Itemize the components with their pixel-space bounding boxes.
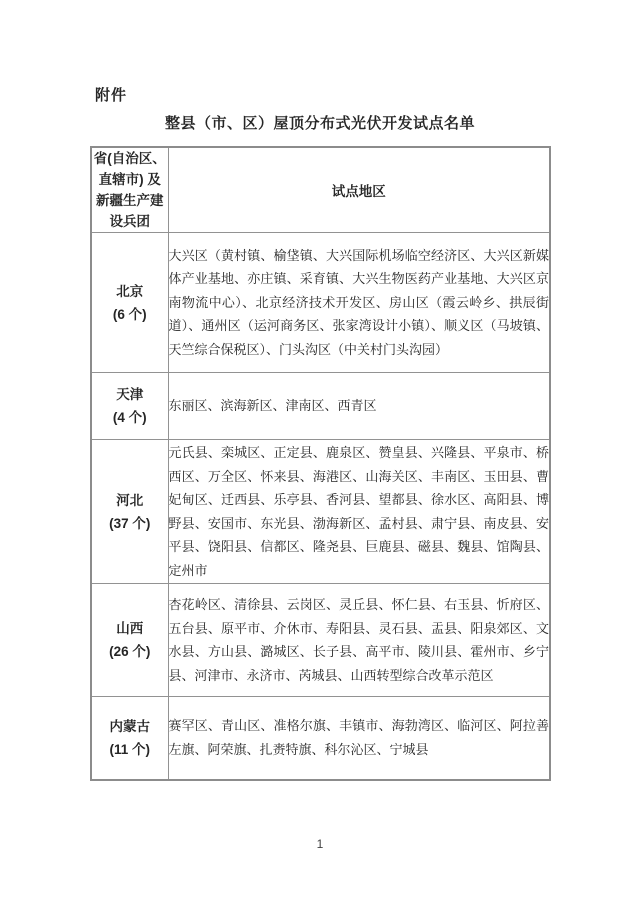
- table-row-beijing: [91, 233, 550, 373]
- table-row-neimenggu: [91, 697, 550, 780]
- province-name: 内蒙古: [109, 718, 150, 734]
- province-cell: [91, 584, 168, 697]
- header-province-line: 直辖市) 及: [98, 172, 161, 187]
- regions-cell: 赛罕区、青山区、准格尔旗、丰镇市、海勃湾区、临河区、阿拉善左旗、阿荣旗、扎赉特旗、科尔沁区、宁城县: [168, 697, 550, 780]
- table-row-tianjin: [91, 373, 550, 440]
- regions-cell: 杏花岭区、清徐县、云岗区、灵丘县、怀仁县、右玉县、忻府区、五台县、原平市、介休市、寿阳县、灵石县、盂县、阳泉郊区、文水县、方山县、潞城区、长子县、高平市、陵川县、霍州市、乡宁县、河津市、永济市、芮城县、山西转型综合改革示范区: [168, 584, 550, 697]
- regions-cell: 元氏县、栾城区、正定县、鹿泉区、赞皇县、兴隆县、平泉市、桥西区、万全区、怀来县、海港区、山海关区、丰南区、玉田县、曹妃甸区、迁西县、乐亭县、香河县、望都县、徐水区、高阳县、博野县、安国市、东光县、渤海新区、孟村县、肃宁县、南皮县、安平县、饶阳县、信都区、隆尧县、巨鹿县、磁县、魏县、馆陶县、定州市: [168, 440, 550, 584]
- table-header-row: [91, 147, 550, 233]
- page-title: 整县（市、区）屋顶分布式光伏开发试点名单: [164, 115, 475, 132]
- province-count: (4 个): [112, 410, 147, 425]
- province-cell: [91, 373, 168, 440]
- province-count: (26 个): [109, 644, 151, 659]
- header-province-line: 新疆生产建: [96, 193, 164, 208]
- header-province-line: 设兵团: [109, 214, 150, 229]
- header-province-line: 省(自治区、: [93, 151, 166, 166]
- province-name: 天津: [116, 387, 144, 402]
- header-region-cell: 试点地区: [168, 147, 550, 233]
- regions-cell: 大兴区（黄村镇、榆垡镇、大兴国际机场临空经济区、大兴区新媒体产业基地、亦庄镇、采育镇、大兴生物医药产业基地、大兴区京南物流中心）、北京经济技术开发区、房山区（霞云岭乡、拱辰街道）、通州区（运河商务区、张家湾设计小镇）、顺义区（马坡镇、天竺综合保税区）、门头沟区（中关村门头沟园）: [168, 233, 550, 373]
- page-number: 1: [316, 837, 324, 851]
- province-name: 北京: [116, 283, 144, 299]
- table-row-shanxi: [91, 584, 550, 697]
- province-count: (6 个): [112, 306, 147, 322]
- province-cell: [91, 697, 168, 780]
- pilot-regions-table: [90, 146, 551, 781]
- regions-cell: 东丽区、滨海新区、津南区、西青区: [168, 373, 550, 440]
- province-name: 山西: [116, 621, 144, 636]
- province-count: (11 个): [109, 741, 150, 757]
- attachment-label: 附件: [95, 87, 128, 104]
- table-row-hebei: [91, 440, 550, 584]
- province-count: (37 个): [109, 515, 151, 531]
- header-province-cell: [91, 147, 168, 233]
- province-cell: [91, 440, 168, 584]
- province-name: 河北: [116, 492, 144, 508]
- province-cell: [91, 233, 168, 373]
